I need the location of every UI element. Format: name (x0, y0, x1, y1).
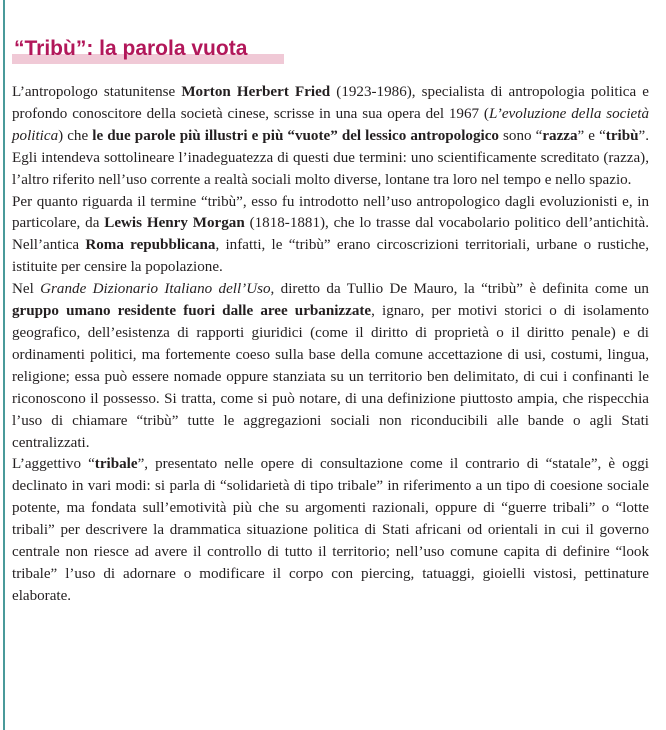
bold-term: le due parole più illustri e più “vuote” del lessico antropologico (92, 127, 499, 144)
article-body (12, 82, 649, 608)
text-run: L’aggettivo “ (12, 456, 95, 473)
page-title: “Tribù”: la parola vuota (14, 37, 248, 60)
text-run: L’antropologo statunitense (12, 84, 182, 100)
bold-term: Roma repubblicana (85, 237, 216, 254)
paragraph-3 (12, 279, 649, 454)
bold-term: Lewis Henry Morgan (104, 215, 245, 232)
text-run: , infatti, le “tribù” erano circoscrizioni territoriali, urbane o rustiche, istituite per censire la popolazione. (12, 237, 649, 276)
text-run: (1923-1986), specialista di antropologia politica e profondo conoscitore della società cinese, scrisse in una sua opera del 1967 ( (12, 84, 650, 122)
title-block (12, 36, 284, 66)
paragraph-2 (12, 192, 649, 280)
paragraph-1 (12, 82, 649, 192)
italic-title: Grande Dizionario Italiano dell’Uso (40, 281, 271, 298)
left-margin-rule (3, 0, 5, 730)
text-run: Nel (12, 281, 41, 298)
bold-term: tribù (605, 127, 639, 144)
text-run: sono “ (498, 127, 543, 144)
text-run: ”, presentato nelle opere di consultazione come il contrario di “statale”, è oggi declinato in vari modi: si parla di “solidarietà di tipo tribale” in riferimento a un tipo di coesione sociale potente, ma fondata sull’emotività più che su argomenti razionali, oppure di “guerre tribali” o “lotte tribali” per descrivere la drammatica situazione politica di Stati africani od orientali in cui il governo centrale non riesce ad avere il controllo di tutto il territorio; nell’uso comune capita di definire “look tribale” l’uso di adornare o modificare il corpo con piercing, tatuaggi, gioielli vistosi, pettinature elaborate. (12, 456, 649, 604)
text-run: (1818-1881), che lo trasse dal vocabolario politico dell’antichità. Nell’antica (12, 215, 650, 254)
bold-term: Morton Herbert Fried (181, 84, 331, 100)
text-run: Per quanto riguarda il termine “tribù”, esso fu introdotto nell’uso antropologico dagli evoluzionisti e, in particolare, da (12, 193, 649, 232)
text-run: , diretto da Tullio De Mauro, la “tribù” è definita come un (270, 281, 649, 298)
italic-title: L’evoluzione della società politica (12, 105, 650, 144)
bold-term: razza (542, 127, 578, 144)
paragraph-4 (12, 454, 649, 607)
bold-term: tribale (94, 456, 138, 473)
text-run: ”. Egli intendeva sottolineare l’inadeguatezza di questi due termini: uno scientificamente screditato (razza), l’altro riferito nell’uso corrente a realtà sociali molto diverse, lontane tra loro nel tempo e nello spazio. (12, 127, 649, 188)
bold-term: gruppo umano residente fuori dalle aree urbanizzate (12, 303, 372, 320)
text-run: ) che (58, 127, 93, 144)
text-run: , ignaro, per motivi storici o di isolamento geografico, dell’esistenza di rapporti giuridici (come il diritto di proprietà o il diritto penale) e di ordinamenti politici, ma fortemente coeso sulla base della comune accettazione di usi, costumi, lingua, religione; essa può essere nomade oppure stanziata su un territorio ben delimitato, di cui i confinanti le riconoscono il possesso. Si tratta, come si può notare, di una definizione piuttosto ampia, che rispecchia l’uso di chiamare “tribù” tutte le aggregazioni sociali non riconducibili alle bande o agli Stati centralizzati. (12, 303, 649, 451)
text-run: ” e “ (577, 127, 606, 144)
